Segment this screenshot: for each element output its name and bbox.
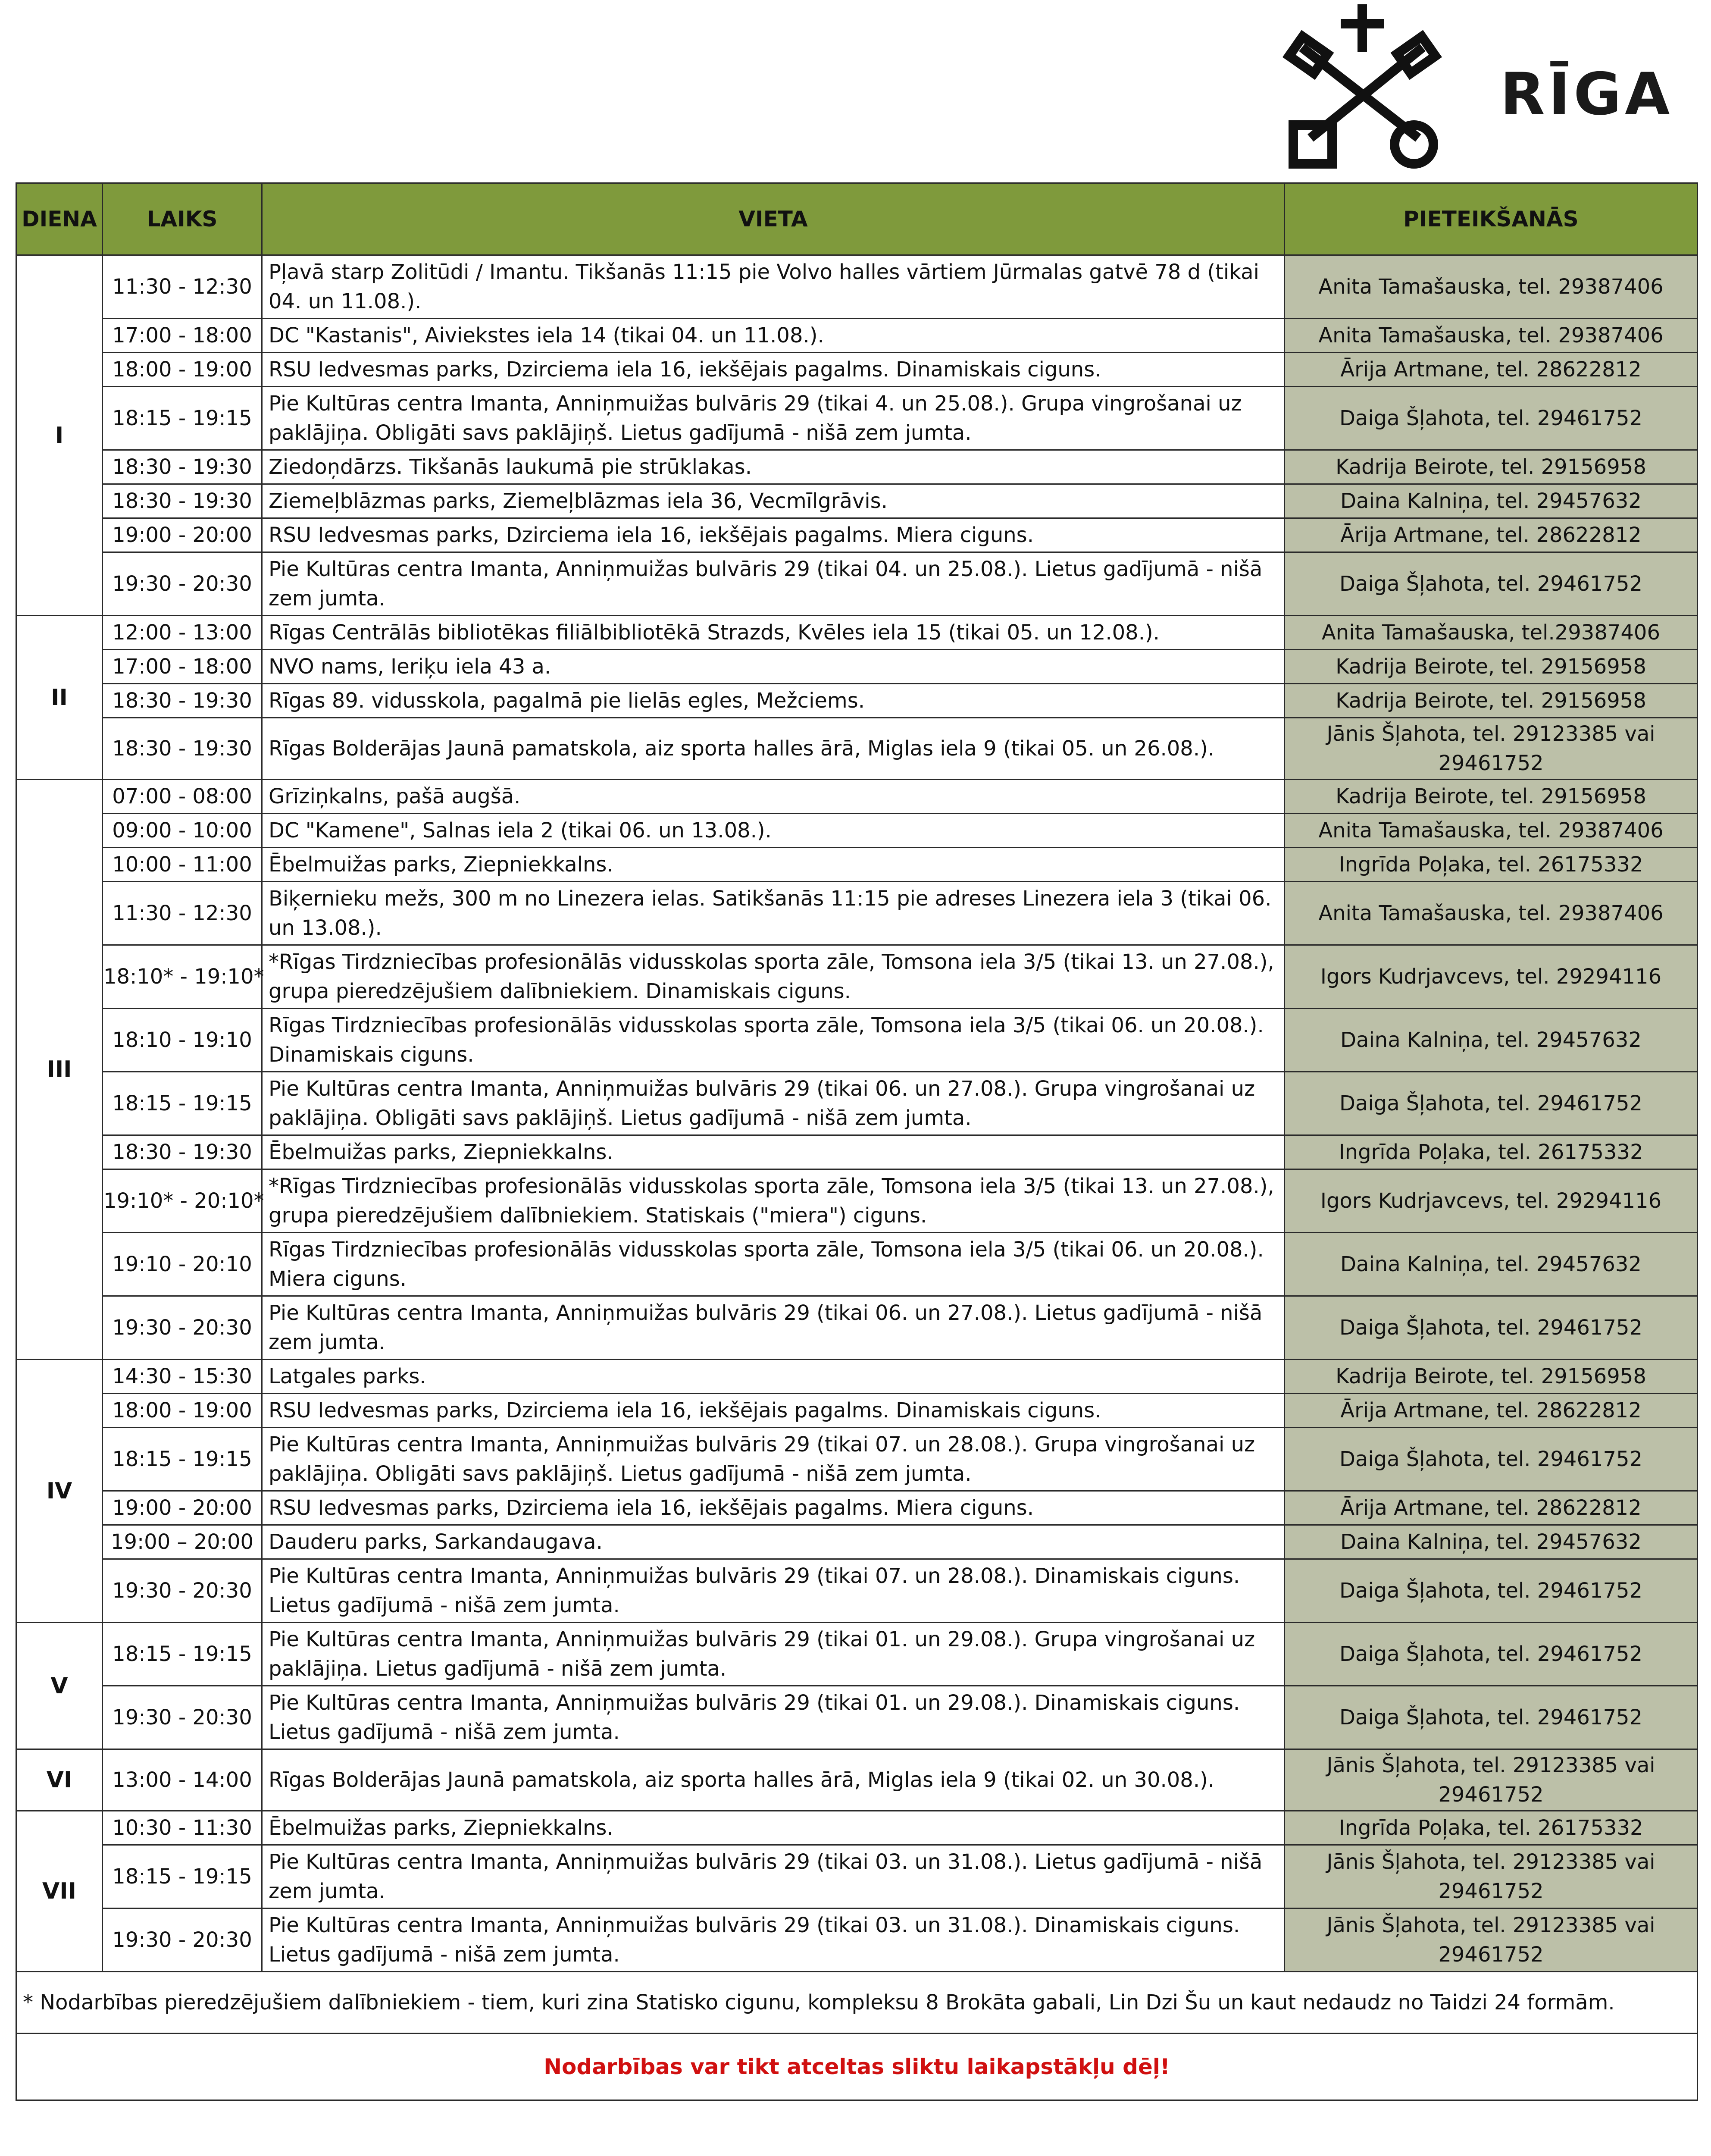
place-cell: Pie Kultūras centra Imanta, Anniņmuižas bulvāris 29 (tikai 07. un 28.08.). Grupa vingrošanai uz paklājiņa. Obligāti savs paklājiņš. Lietus gadījumā - nišā zem jumta. xyxy=(262,1428,1285,1491)
logo-text: RĪGA xyxy=(1500,60,1673,128)
footnote-row xyxy=(16,1972,1698,2034)
contact-cell: Anita Tamašauska, tel. 29387406 xyxy=(1285,882,1698,945)
place-cell: Ziedoņdārzs. Tikšanās laukumā pie strūklakas. xyxy=(262,450,1285,484)
contact-cell: Daina Kalniņa, tel. 29457632 xyxy=(1285,1233,1698,1296)
time-cell: 18:10 - 19:10 xyxy=(103,1009,262,1072)
place-cell: Ziemeļblāzmas parks, Ziemeļblāzmas iela 36, Vecmīlgrāvis. xyxy=(262,484,1285,518)
contact-cell: Ārija Artmane, tel. 28622812 xyxy=(1285,1394,1698,1428)
place-cell: DC "Kastanis", Aiviekstes iela 14 (tikai 04. un 11.08.). xyxy=(262,319,1285,353)
place-cell: Pie Kultūras centra Imanta, Anniņmuižas bulvāris 29 (tikai 03. un 31.08.). Dinamiskais ciguns. Lietus gadījumā - nišā zem jumta. xyxy=(262,1908,1285,1972)
time-cell: 09:00 - 10:00 xyxy=(103,814,262,848)
time-cell: 18:00 - 19:00 xyxy=(103,353,262,387)
header-row xyxy=(16,183,1698,255)
table-row xyxy=(16,255,1698,319)
contact-cell: Anita Tamašauska, tel. 29387406 xyxy=(1285,255,1698,319)
time-cell: 17:00 - 18:00 xyxy=(103,650,262,684)
time-cell: 19:30 - 20:30 xyxy=(103,1686,262,1749)
time-cell: 18:30 - 19:30 xyxy=(103,718,262,780)
day-cell: VI xyxy=(16,1749,103,1811)
time-cell: 19:00 - 20:00 xyxy=(103,518,262,552)
time-cell: 18:15 - 19:15 xyxy=(103,1623,262,1686)
table-row xyxy=(16,1623,1698,1686)
place-cell: Pie Kultūras centra Imanta, Anniņmuižas bulvāris 29 (tikai 01. un 29.08.). Dinamiskais ciguns. Lietus gadījumā - nišā zem jumta. xyxy=(262,1686,1285,1749)
table-row xyxy=(16,718,1698,780)
contact-cell: Jānis Šļahota, tel. 29123385 vai 29461752 xyxy=(1285,1749,1698,1811)
schedule-table xyxy=(16,182,1698,2101)
time-cell: 19:30 - 20:30 xyxy=(103,1559,262,1623)
time-cell: 19:10* - 20:10* xyxy=(103,1169,262,1233)
place-cell: Ēbelmuižas parks, Ziepniekkalns. xyxy=(262,1135,1285,1169)
table-row xyxy=(16,450,1698,484)
place-cell: RSU Iedvesmas parks, Dzirciema iela 16, iekšējais pagalms. Miera ciguns. xyxy=(262,1491,1285,1525)
place-cell: Ēbelmuižas parks, Ziepniekkalns. xyxy=(262,848,1285,882)
time-cell: 13:00 - 14:00 xyxy=(103,1749,262,1811)
time-cell: 18:30 - 19:30 xyxy=(103,684,262,718)
contact-cell: Ārija Artmane, tel. 28622812 xyxy=(1285,1491,1698,1525)
table-row xyxy=(16,1169,1698,1233)
contact-cell: Kadrija Beirote, tel. 29156958 xyxy=(1285,780,1698,814)
place-cell: Pļavā starp Zolitūdi / Imantu. Tikšanās 11:15 pie Volvo halles vārtiem Jūrmalas gatvē 78 d (tikai 04. un 11.08.). xyxy=(262,255,1285,319)
place-cell: Rīgas Bolderājas Jaunā pamatskola, aiz sporta halles ārā, Miglas iela 9 (tikai 02. un 30.08.). xyxy=(262,1749,1285,1811)
place-cell: *Rīgas Tirdzniecības profesionālās vidusskolas sporta zāle, Tomsona iela 3/5 (tikai 13. un 27.08.), grupa pieredzējušiem dalībniekiem. Dinamiskais ciguns. xyxy=(262,945,1285,1009)
time-cell: 11:30 - 12:30 xyxy=(103,255,262,319)
col-header-contact: PIETEIKŠANĀS xyxy=(1285,183,1698,255)
place-cell: NVO nams, Ieriķu iela 43 a. xyxy=(262,650,1285,684)
place-cell: DC "Kamene", Salnas iela 2 (tikai 06. un 13.08.). xyxy=(262,814,1285,848)
contact-cell: Kadrija Beirote, tel. 29156958 xyxy=(1285,1360,1698,1394)
contact-cell: Daiga Šļahota, tel. 29461752 xyxy=(1285,1428,1698,1491)
place-cell: Pie Kultūras centra Imanta, Anniņmuižas bulvāris 29 (tikai 03. un 31.08.). Lietus gadījumā - nišā zem jumta. xyxy=(262,1845,1285,1908)
contact-cell: Daiga Šļahota, tel. 29461752 xyxy=(1285,1559,1698,1623)
contact-cell: Daiga Šļahota, tel. 29461752 xyxy=(1285,1072,1698,1135)
place-cell: Pie Kultūras centra Imanta, Anniņmuižas bulvāris 29 (tikai 06. un 27.08.). Lietus gadījumā - nišā zem jumta. xyxy=(262,1296,1285,1360)
table-row xyxy=(16,1845,1698,1908)
table-row xyxy=(16,780,1698,814)
place-cell: RSU Iedvesmas parks, Dzirciema iela 16, iekšējais pagalms. Dinamiskais ciguns. xyxy=(262,1394,1285,1428)
place-cell: Pie Kultūras centra Imanta, Anniņmuižas bulvāris 29 (tikai 04. un 25.08.). Lietus gadījumā - nišā zem jumta. xyxy=(262,552,1285,616)
table-row xyxy=(16,1811,1698,1845)
place-cell: Rīgas Tirdzniecības profesionālās vidusskolas sporta zāle, Tomsona iela 3/5 (tikai 06. un 20.08.). Miera ciguns. xyxy=(262,1233,1285,1296)
place-cell: RSU Iedvesmas parks, Dzirciema iela 16, iekšējais pagalms. Dinamiskais ciguns. xyxy=(262,353,1285,387)
place-cell: Pie Kultūras centra Imanta, Anniņmuižas bulvāris 29 (tikai 07. un 28.08.). Dinamiskais ciguns. Lietus gadījumā - nišā zem jumta. xyxy=(262,1559,1285,1623)
riga-logo xyxy=(1276,0,1673,181)
contact-cell: Daiga Šļahota, tel. 29461752 xyxy=(1285,387,1698,450)
place-cell: Rīgas 89. vidusskola, pagalmā pie lielās egles, Mežciems. xyxy=(262,684,1285,718)
warning-row xyxy=(16,2034,1698,2100)
place-cell: Pie Kultūras centra Imanta, Anniņmuižas bulvāris 29 (tikai 01. un 29.08.). Grupa vingrošanai uz paklājiņa. Lietus gadījumā - nišā zem jumta. xyxy=(262,1623,1285,1686)
table-row xyxy=(16,1491,1698,1525)
time-cell: 17:00 - 18:00 xyxy=(103,319,262,353)
col-header-time: LAIKS xyxy=(103,183,262,255)
contact-cell: Ingrīda Poļaka, tel. 26175332 xyxy=(1285,848,1698,882)
contact-cell: Daina Kalniņa, tel. 29457632 xyxy=(1285,484,1698,518)
table-row xyxy=(16,1525,1698,1559)
table-row xyxy=(16,1072,1698,1135)
contact-cell: Igors Kudrjavcevs, tel. 29294116 xyxy=(1285,945,1698,1009)
contact-cell: Kadrija Beirote, tel. 29156958 xyxy=(1285,650,1698,684)
time-cell: 19:30 - 20:30 xyxy=(103,1296,262,1360)
contact-cell: Daina Kalniņa, tel. 29457632 xyxy=(1285,1525,1698,1559)
place-cell: Ēbelmuižas parks, Ziepniekkalns. xyxy=(262,1811,1285,1845)
time-cell: 19:30 - 20:30 xyxy=(103,1908,262,1972)
day-cell: II xyxy=(16,616,103,780)
contact-cell: Anita Tamašauska, tel.29387406 xyxy=(1285,616,1698,650)
place-cell: Pie Kultūras centra Imanta, Anniņmuižas bulvāris 29 (tikai 06. un 27.08.). Grupa vingrošanai uz paklājiņa. Obligāti savs paklājiņš. Lietus gadījumā - nišā zem jumta. xyxy=(262,1072,1285,1135)
day-cell: III xyxy=(16,780,103,1360)
time-cell: 11:30 - 12:30 xyxy=(103,882,262,945)
place-cell: Rīgas Bolderājas Jaunā pamatskola, aiz sporta halles ārā, Miglas iela 9 (tikai 05. un 26.08.). xyxy=(262,718,1285,780)
day-cell: I xyxy=(16,255,103,616)
table-row xyxy=(16,387,1698,450)
contact-cell: Ingrīda Poļaka, tel. 26175332 xyxy=(1285,1811,1698,1845)
contact-cell: Ārija Artmane, tel. 28622812 xyxy=(1285,353,1698,387)
table-row xyxy=(16,1394,1698,1428)
contact-cell: Jānis Šļahota, tel. 29123385 vai 29461752 xyxy=(1285,718,1698,780)
time-cell: 07:00 - 08:00 xyxy=(103,780,262,814)
weather-warning: Nodarbības var tikt atceltas sliktu laikapstākļu dēļ! xyxy=(16,2034,1698,2100)
time-cell: 19:10 - 20:10 xyxy=(103,1233,262,1296)
day-cell: IV xyxy=(16,1360,103,1623)
table-row xyxy=(16,1360,1698,1394)
time-cell: 10:30 - 11:30 xyxy=(103,1811,262,1845)
contact-cell: Daiga Šļahota, tel. 29461752 xyxy=(1285,552,1698,616)
table-row xyxy=(16,552,1698,616)
place-cell: RSU Iedvesmas parks, Dzirciema iela 16, iekšējais pagalms. Miera ciguns. xyxy=(262,518,1285,552)
time-cell: 18:30 - 19:30 xyxy=(103,484,262,518)
time-cell: 18:10* - 19:10* xyxy=(103,945,262,1009)
time-cell: 18:15 - 19:15 xyxy=(103,1845,262,1908)
contact-cell: Kadrija Beirote, tel. 29156958 xyxy=(1285,684,1698,718)
table-row xyxy=(16,814,1698,848)
table-row xyxy=(16,518,1698,552)
contact-cell: Anita Tamašauska, tel. 29387406 xyxy=(1285,319,1698,353)
table-row xyxy=(16,848,1698,882)
contact-cell: Ārija Artmane, tel. 28622812 xyxy=(1285,518,1698,552)
contact-cell: Anita Tamašauska, tel. 29387406 xyxy=(1285,814,1698,848)
table-row xyxy=(16,1686,1698,1749)
time-cell: 18:15 - 19:15 xyxy=(103,1072,262,1135)
place-cell: Dauderu parks, Sarkandaugava. xyxy=(262,1525,1285,1559)
table-row xyxy=(16,484,1698,518)
contact-cell: Daiga Šļahota, tel. 29461752 xyxy=(1285,1623,1698,1686)
day-cell: VII xyxy=(16,1811,103,1972)
table-row xyxy=(16,616,1698,650)
time-cell: 18:30 - 19:30 xyxy=(103,1135,262,1169)
contact-cell: Daina Kalniņa, tel. 29457632 xyxy=(1285,1009,1698,1072)
table-row xyxy=(16,1135,1698,1169)
place-cell: Pie Kultūras centra Imanta, Anniņmuižas bulvāris 29 (tikai 4. un 25.08.). Grupa vingrošanai uz paklājiņa. Obligāti savs paklājiņš. Lietus gadījumā - nišā zem jumta. xyxy=(262,387,1285,450)
table-row xyxy=(16,1296,1698,1360)
riga-keys-emblem-icon xyxy=(1276,0,1466,181)
contact-cell: Kadrija Beirote, tel. 29156958 xyxy=(1285,450,1698,484)
time-cell: 19:30 - 20:30 xyxy=(103,552,262,616)
time-cell: 14:30 - 15:30 xyxy=(103,1360,262,1394)
footnote: * Nodarbības pieredzējušiem dalībniekiem - tiem, kuri zina Statisko cigunu, kompleksu 8 Brokāta gabali, Lin Dzi Šu un kaut nedaudz no Taidzi 24 formām. xyxy=(16,1972,1698,2034)
table-row xyxy=(16,319,1698,353)
time-cell: 10:00 - 11:00 xyxy=(103,848,262,882)
contact-cell: Daiga Šļahota, tel. 29461752 xyxy=(1285,1296,1698,1360)
table-row xyxy=(16,1749,1698,1811)
table-row xyxy=(16,650,1698,684)
contact-cell: Ingrīda Poļaka, tel. 26175332 xyxy=(1285,1135,1698,1169)
col-header-day: DIENA xyxy=(16,183,103,255)
contact-cell: Igors Kudrjavcevs, tel. 29294116 xyxy=(1285,1169,1698,1233)
place-cell: Biķernieku mežs, 300 m no Linezera ielas. Satikšanās 11:15 pie adreses Linezera iela 3 (tikai 06. un 13.08.). xyxy=(262,882,1285,945)
table-row xyxy=(16,1009,1698,1072)
time-cell: 18:15 - 19:15 xyxy=(103,1428,262,1491)
table-row xyxy=(16,945,1698,1009)
time-cell: 19:00 – 20:00 xyxy=(103,1525,262,1559)
time-cell: 18:30 - 19:30 xyxy=(103,450,262,484)
time-cell: 18:00 - 19:00 xyxy=(103,1394,262,1428)
table-row xyxy=(16,1428,1698,1491)
place-cell: Latgales parks. xyxy=(262,1360,1285,1394)
table-row xyxy=(16,353,1698,387)
table-row xyxy=(16,684,1698,718)
place-cell: Rīgas Tirdzniecības profesionālās vidusskolas sporta zāle, Tomsona iela 3/5 (tikai 06. un 20.08.). Dinamiskais ciguns. xyxy=(262,1009,1285,1072)
place-cell: Grīziņkalns, pašā augšā. xyxy=(262,780,1285,814)
contact-cell: Jānis Šļahota, tel. 29123385 vai 29461752 xyxy=(1285,1908,1698,1972)
time-cell: 19:00 - 20:00 xyxy=(103,1491,262,1525)
time-cell: 12:00 - 13:00 xyxy=(103,616,262,650)
place-cell: Rīgas Centrālās bibliotēkas filiālbibliotēkā Strazds, Kvēles iela 15 (tikai 05. un 12.08.). xyxy=(262,616,1285,650)
day-cell: V xyxy=(16,1623,103,1749)
time-cell: 18:15 - 19:15 xyxy=(103,387,262,450)
schedule-body xyxy=(16,255,1698,1972)
table-row xyxy=(16,882,1698,945)
contact-cell: Jānis Šļahota, tel. 29123385 vai 29461752 xyxy=(1285,1845,1698,1908)
table-row xyxy=(16,1233,1698,1296)
table-row xyxy=(16,1908,1698,1972)
col-header-place: VIETA xyxy=(262,183,1285,255)
contact-cell: Daiga Šļahota, tel. 29461752 xyxy=(1285,1686,1698,1749)
table-row xyxy=(16,1559,1698,1623)
place-cell: *Rīgas Tirdzniecības profesionālās vidusskolas sporta zāle, Tomsona iela 3/5 (tikai 13. un 27.08.), grupa pieredzējušiem dalībniekiem. Statiskais ("miera") ciguns. xyxy=(262,1169,1285,1233)
